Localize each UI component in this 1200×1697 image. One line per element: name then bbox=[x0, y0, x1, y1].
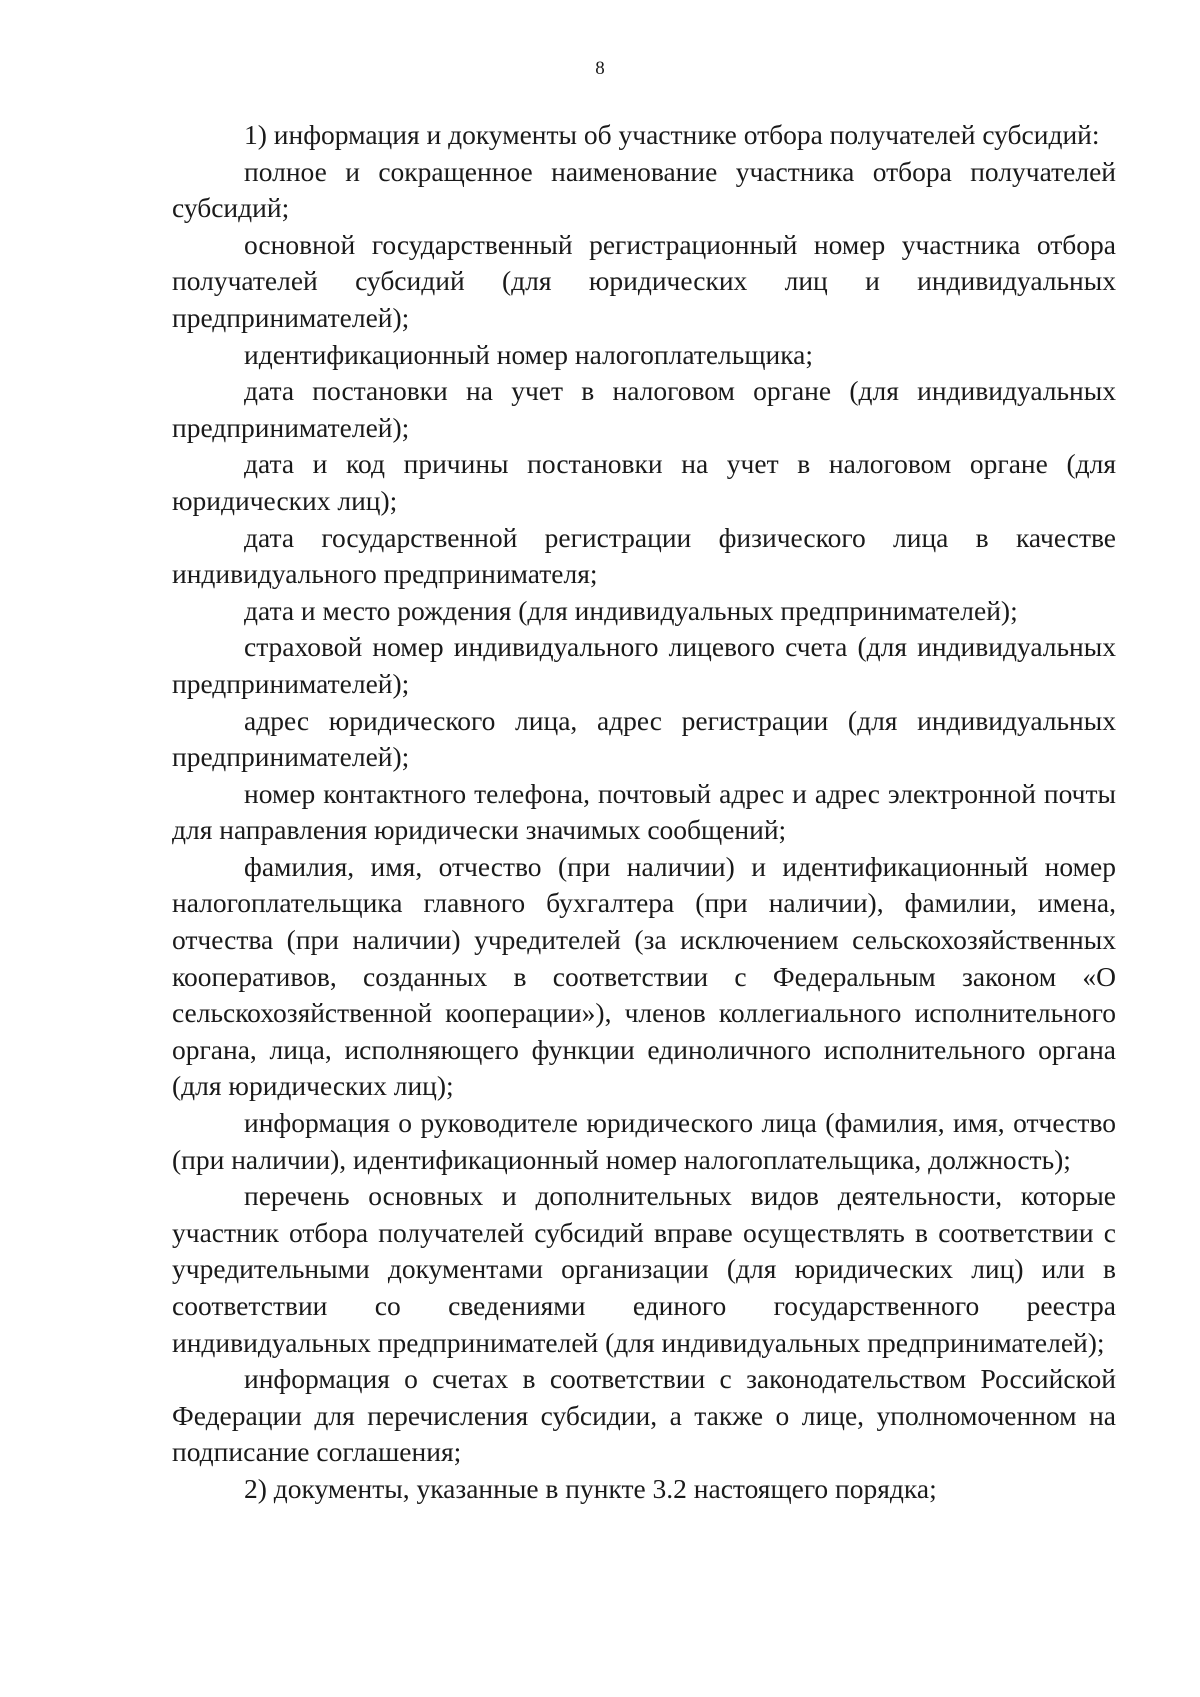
page-number: 8 bbox=[595, 58, 605, 79]
paragraph-accountant-founders: фамилия, имя, отчество (при наличии) и идентификационный номер налогоплательщика главного бухгалтера (при наличии), фамилии, имена, отчества (при наличии) учредителей (за исключением сельскохозяйственных кооперативов, созданных в соответствии с Федеральным законом «О сельскохозяйственной кооперации»), членов коллегиального исполнительного органа, лица, исполняющего функции единоличного исполнительного органа (для юридических лиц); bbox=[172, 850, 1116, 1102]
paragraph-birth-date-place: дата и место рождения (для индивидуальных предпринимателей); bbox=[244, 594, 1018, 626]
paragraph-tax-registration-date: дата постановки на учет в налоговом органе (для индивидуальных предпринимателей); bbox=[172, 375, 1116, 443]
paragraph-address: адрес юридического лица, адрес регистрации (для индивидуальных предпринимателей); bbox=[172, 704, 1116, 773]
paragraph-kpp: дата и код причины постановки на учет в налоговом органе (для юридических лиц); bbox=[172, 448, 1116, 516]
paragraph-snils: страховой номер индивидуального лицевого счета (для индивидуальных предпринимателей); bbox=[172, 631, 1116, 699]
paragraph-item-1-heading: 1) информация и документы об участнике отбора получателей субсидий: bbox=[244, 119, 1100, 150]
paragraph-accounts: информация о счетах в соответствии с законодательством Российской Федерации для перечисления субсидии, а также о лице, уполномоченном на подписание соглашения; bbox=[172, 1363, 1116, 1468]
paragraph-activity-types: перечень основных и дополнительных видов деятельности, которые участник отбора получателей субсидий вправе осуществлять в соответствии с учредительными документами организации (для юридических лиц) или в соответствии со сведениями единого государственного реестра индивидуальных предпринимателей (для индивидуальных предпринимателей); bbox=[172, 1180, 1116, 1358]
paragraph-inn: идентификационный номер налогоплательщика; bbox=[244, 338, 814, 370]
document-body bbox=[172, 117, 1116, 1508]
paragraph-contacts: номер контактного телефона, почтовый адрес и адрес электронной почты для направления юридически значимых сообщений; bbox=[172, 777, 1116, 846]
paragraph-full-short-name: полное и сокращенное наименование участника отбора получателей субсидий; bbox=[172, 155, 1116, 224]
paragraph-state-registration-date: дата государственной регистрации физического лица в качестве индивидуального предпринимателя; bbox=[172, 521, 1116, 590]
paragraph-item-2-documents: 2) документы, указанные в пункте 3.2 настоящего порядка; bbox=[244, 1472, 937, 1504]
paragraph-head-info: информация о руководителе юридического лица (фамилия, имя, отчество (при наличии), идентификационный номер налогоплательщика, должность); bbox=[172, 1107, 1116, 1175]
paragraph-ogrn: основной государственный регистрационный номер участника отбора получателей субсидий (для юридических лиц и индивидуальных предпринимателей); bbox=[172, 228, 1116, 333]
